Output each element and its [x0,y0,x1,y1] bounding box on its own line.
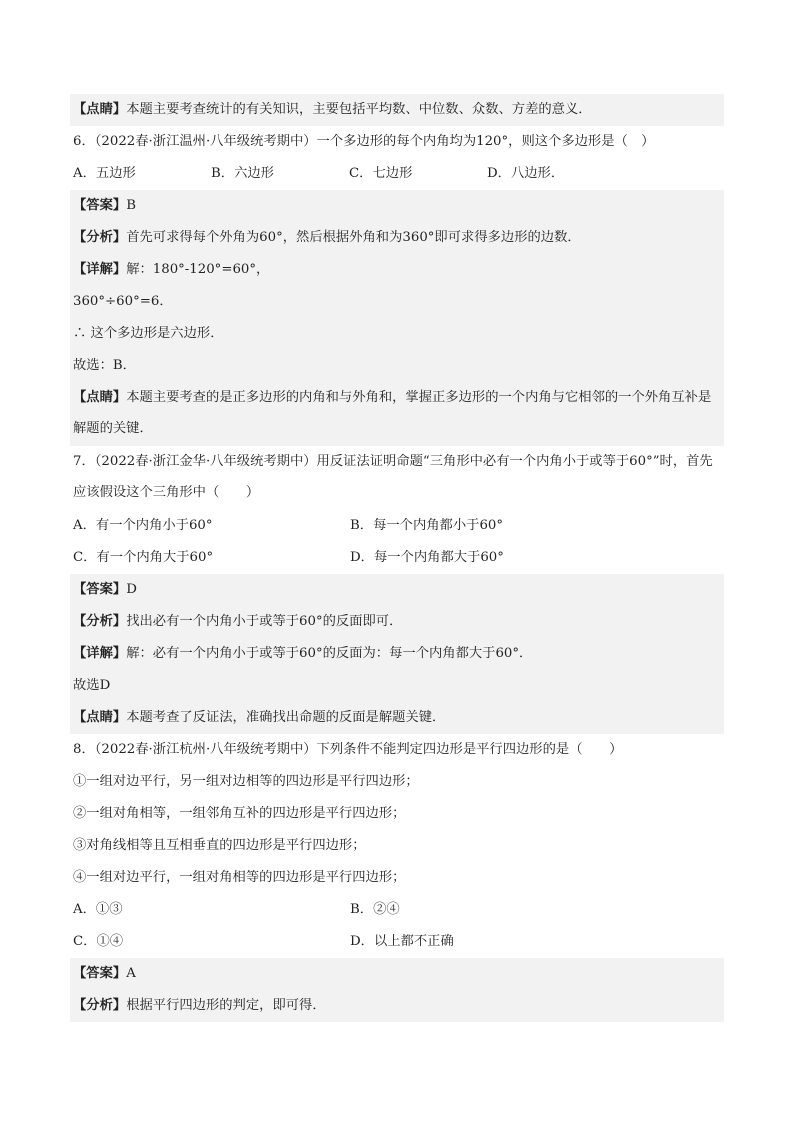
option-a: A．①③ [73,902,123,917]
answer-text: A [126,966,136,981]
question-text: 7．（2022春·浙江金华·八年级统考期中）用反证法证明命题“三角形中必有一个内角小于或等于60°”时，首先应该假设这个三角形中（ ） [73,454,713,500]
question-7-stem [70,446,724,510]
question-text: 8．（2022春·浙江杭州·八年级统考期中）下列条件不能判定四边形是平行四边形的是（ ） [73,742,623,757]
answer-text: B [126,198,136,213]
option-a: A．五边形 [73,166,136,181]
analysis-q6 [70,222,724,254]
detail-q7-line1 [70,638,724,670]
question-6-stem [70,126,724,158]
option-d: D．以上都不正确 [350,934,454,949]
question-8-condition-2 [70,798,724,830]
note-text: 本题主要考查的是正多边形的内角和与外角和，掌握正多边形的一个内角与它相邻的一个外角互补是解题的关键． [73,390,712,436]
condition-text: ④一组对边平行，一组对角相等的四边形是平行四边形； [73,870,406,885]
document-body [70,94,724,1022]
question-text: 6．（2022春·浙江温州·八年级统考期中）一个多边形的每个内角均为120°，则这个多边形是（ ） [73,134,655,149]
analysis-tag: 【分析】 [73,998,127,1013]
answer-tag: 【答案】 [73,966,127,981]
question-7-options-row2 [70,542,724,574]
detail-tag: 【详解】 [73,262,127,277]
answer-q7 [70,574,724,606]
detail-text: 360°÷60°=6． [73,294,173,309]
answer-tag: 【答案】 [73,582,127,597]
question-8-condition-3 [70,830,724,862]
option-c: C．有一个内角大于60° [73,550,214,565]
detail-text: 解：180°-120°=60°， [126,262,270,277]
analysis-text: 首先可求得每个外角为60°，然后根据外角和为360°即可求得多边形的边数． [126,230,581,245]
detail-text: 故选：B． [73,358,136,373]
detail-q6-line1 [70,254,724,286]
analysis-q7 [70,606,724,638]
question-6-options [70,158,724,190]
condition-text: ③对角线相等且互相垂直的四边形是平行四边形； [73,838,366,853]
note-tag: 【点睛】 [73,390,127,405]
question-8-stem [70,734,724,766]
detail-text: 解：必有一个内角小于或等于60°的反面为：每一个内角都大于60°． [126,646,533,661]
detail-q6-line3 [70,318,724,350]
analysis-text: 找出必有一个内角小于或等于60°的反面即可． [126,614,403,629]
analysis-tag: 【分析】 [73,614,127,629]
condition-text: ②一组对角相等，一组邻角互补的四边形是平行四边形； [73,806,406,821]
detail-text: ∴ 这个多边形是六边形． [73,326,224,341]
answer-q6 [70,190,724,222]
analysis-tag: 【分析】 [73,230,127,245]
detail-q7-line2 [70,670,724,702]
question-8-condition-1 [70,766,724,798]
detail-text: 故选D [73,678,111,693]
note-tag: 【点睛】 [73,710,127,725]
question-8-condition-4 [70,862,724,894]
note-tag: 【点睛】 [73,102,127,117]
analysis-q8 [70,990,724,1022]
answer-text: D [126,582,137,597]
detail-tag: 【详解】 [73,646,127,661]
option-d: D．八边形． [487,166,565,181]
question-7-options-row1 [70,510,724,542]
option-b: B．②④ [350,902,400,917]
condition-text: ①一组对边平行，另一组对边相等的四边形是平行四边形； [73,774,419,789]
answer-tag: 【答案】 [73,198,127,213]
note-q6 [70,382,724,446]
note-text: 本题考查了反证法，准确找出命题的反面是解题关键． [126,710,446,725]
option-d: D．每一个内角都大于60° [350,550,504,565]
question-8-options-row1 [70,894,724,926]
option-b: B．六边形 [211,166,274,181]
detail-q6-line2 [70,286,724,318]
note-text: 本题主要考查统计的有关知识，主要包括平均数、中位数、众数、方差的意义． [126,102,592,117]
option-b: B．每一个内角都小于60° [350,518,504,533]
answer-q8 [70,958,724,990]
option-c: C．七边形 [349,166,413,181]
question-8-options-row2 [70,926,724,958]
detail-q6-line4 [70,350,724,382]
note-q7 [70,702,724,734]
analysis-text: 根据平行四边形的判定，即可得． [126,998,326,1013]
option-a: A．有一个内角小于60° [73,518,213,533]
analysis-note-q5 [70,94,724,126]
option-c: C．①④ [73,934,124,949]
